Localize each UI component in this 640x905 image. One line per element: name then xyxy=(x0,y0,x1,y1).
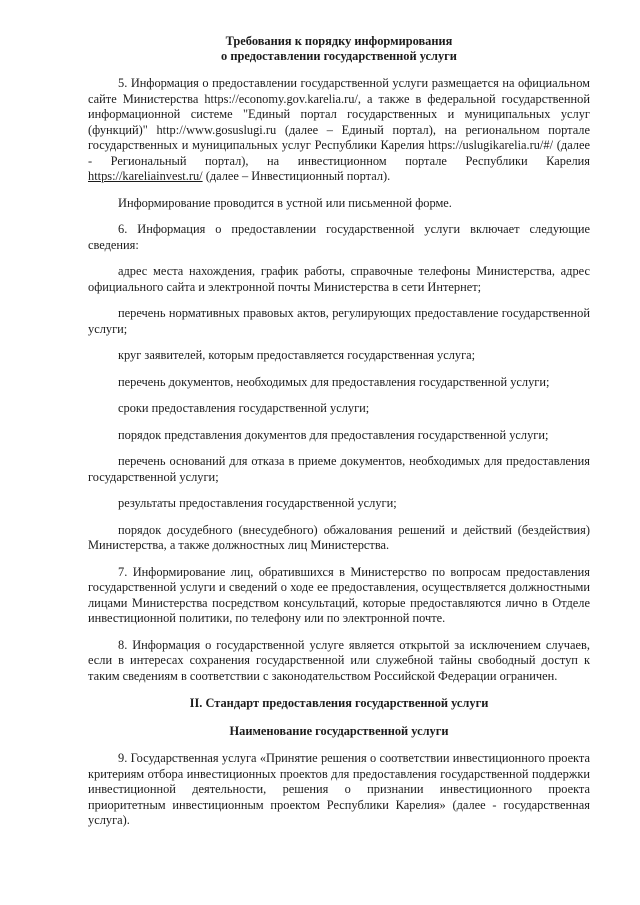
paragraph-6: 6. Информация о предоставлении государственной услуги включает следующие сведения: xyxy=(88,222,590,252)
list-item: адрес места нахождения, график работы, справочные телефоны Министерства, адрес официального сайта и электронной почты Министерства в сети Интернет; xyxy=(88,264,590,294)
list-item: сроки предоставления государственной услуги; xyxy=(118,401,370,415)
document-title-line-2: о предоставлении государственной услуги xyxy=(221,49,457,63)
paragraph-5 xyxy=(88,76,590,185)
list-item: перечень нормативных правовых актов, регулирующих предоставление государственной услуги; xyxy=(88,306,590,336)
list-item: порядок досудебного (внесудебного) обжалования решений и действий (бездействия) Министерства, а также должностных лиц Министерства. xyxy=(88,522,590,552)
paragraph-form: Информирование проводится в устной или письменной форме. xyxy=(118,195,452,210)
paragraph-5-tail: (далее – Инвестиционный портал). xyxy=(202,169,391,183)
list-item: порядок представления документов для предоставления государственной услуги; xyxy=(118,427,549,442)
section-heading: II. Стандарт предоставления государственной услуги xyxy=(189,696,489,710)
paragraph-9: 9. Государственная услуга «Принятие решения о соответствии инвестиционного проекта критериям отбора инвестиционных проектов для предоставления государственной поддержки инвестиционной деятельности, решения о признании инвестиционного проекта приоритетным инвестиционным проектом Республики Карелия» (далее - государственная услуга). xyxy=(88,751,590,827)
document-title-line-1: Требования к порядку информирования xyxy=(225,34,453,48)
document-page xyxy=(88,34,590,829)
subsection-heading: Наименование государственной услуги xyxy=(229,723,449,738)
invest-portal-link[interactable]: https://kareliainvest.ru/ xyxy=(88,169,203,183)
paragraph-8: 8. Информация о государственной услуге является открытой за исключением случаев, если в интересах сохранения государственной или служебной тайны свободный доступ к таким сведениям в соответствии с законодательством Российской Федерации ограничен. xyxy=(88,637,590,683)
list-item: результаты предоставления государственной услуги; xyxy=(118,496,397,510)
paragraph-7: 7. Информирование лиц, обратившихся в Министерство по вопросам предоставления государственной услуги и сведений о ходе ее предоставления, осуществляется должностными лицами Министерства посредством консультаций, которые предоставляются лично в Отделе инвестиционной политики, по телефону или по электронной почте. xyxy=(88,564,590,625)
list-item: перечень документов, необходимых для предоставления государственной услуги; xyxy=(118,374,550,389)
list-item: перечень оснований для отказа в приеме документов, необходимых для предоставления государственной услуги; xyxy=(88,454,590,484)
list-item: круг заявителей, которым предоставляется государственная услуга; xyxy=(118,348,476,362)
paragraph-5-text: 5. Информация о предоставлении государственной услуги размещается на официальном сайте Министерства https://economy.gov.karelia.ru/, а также в федеральной государственной информационной системе "Единый портал государственных и муниципальных услуг (функций)" http://www.gosuslugi.ru (далее – Единый портал), на региональном портале государственных и муниципальных услуг Республики Карелия https://uslugikarelia.ru/#/ (далее - Региональный портал), на инвестиционном портале Республики Карелия xyxy=(88,76,590,168)
